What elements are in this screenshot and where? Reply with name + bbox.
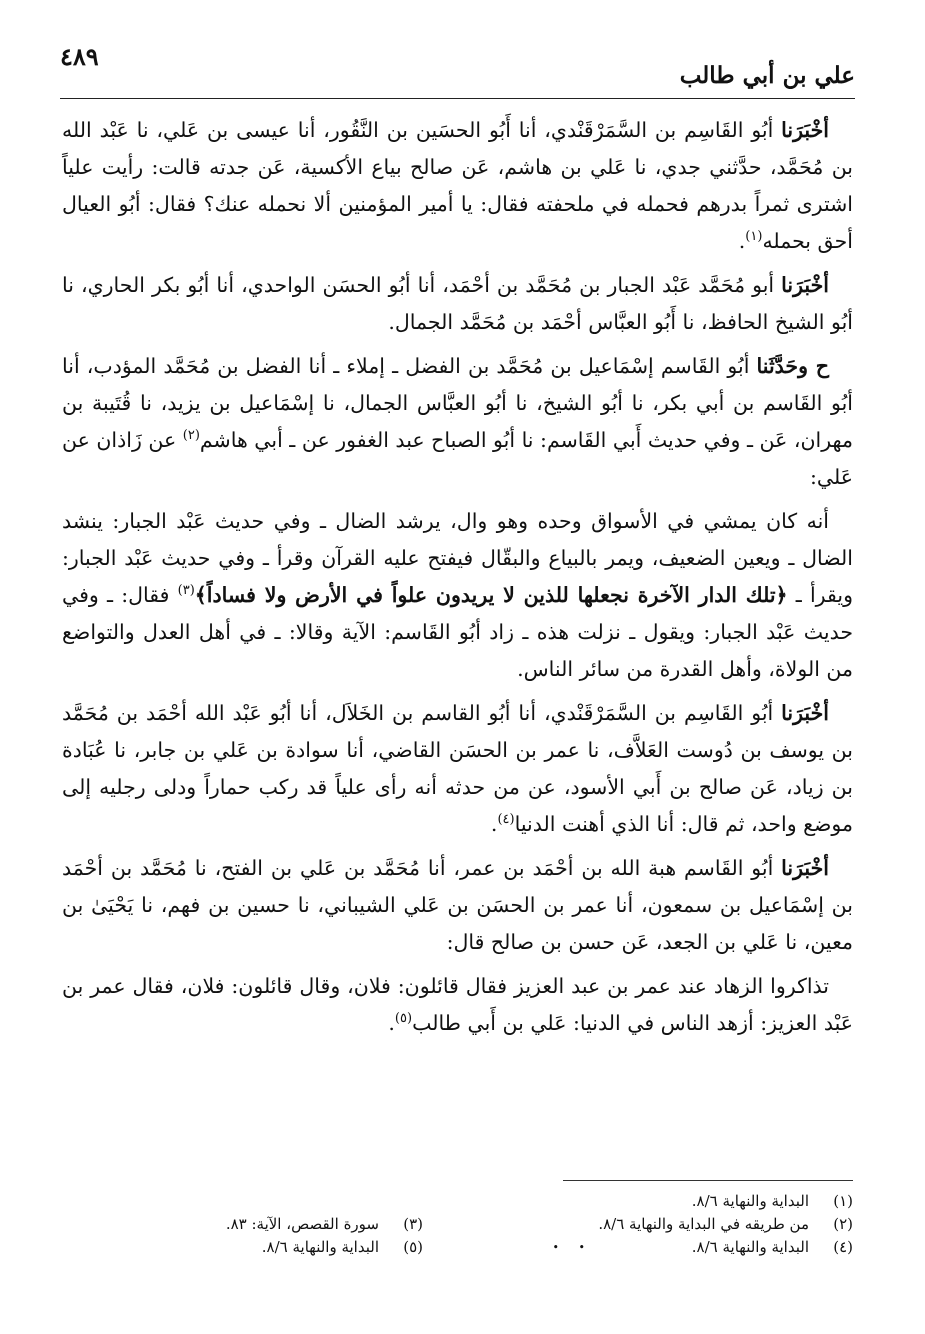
quran-verse: ﴿تلك الدار الآخرة نجعلها للذين لا يريدون علواً في الأرض ولا فساداً﴾ [194,583,788,607]
paragraph-text: أبُو القَاسِم بن السَّمَرْقَنْدي، أنا أَبُو الحسَين بن النَّقُور، أنا عيسى بن عَلي، نا عَبْد الله بن مُحَمَّد، حدَّثني جدي، نا عَلي بن هاشم، عَن صالح بياع الأكسية، عَن جدته قالت: رأيت علياً اشترى ثمراً بدرهم فحمله في ملحفته فقال: يا أمير المؤمنين ألا نحمله عنك؟ فقال: أبُو العيال أحق بحمله [62,118,853,253]
paragraph-text: تذاكروا الزهاد عند عمر بن عبد العزيز فقال قائلون: فلان، وقال قائلون: فلان، فقال عمر بن عَبْد العزيز: أزهد الناس في الدنيا: عَلي بن أَبي طالب [62,974,853,1035]
footnote-number: (٣) [403,1215,423,1233]
footnotes [62,1190,853,1280]
paragraph-text: أبُو القَاسم إسْمَاعيل بن مُحَمَّد بن الفضل ـ إملاء ـ أنا الفضل بن مُحَمَّد المؤدب، أنا أبُو القَاسم بن أبي بكر، نا أبُو الشيخ، نا أبُو العبَّاس الجمال، نا إسْمَاعيل بن يزيد، نا قُتَيبة بن مهران، عَن ـ وفي حديث أَبي القَاسم: نا أبُو الصباح عبد الغفور عن ـ أبي هاشم [62,354,853,452]
footnotes-column-right [473,1190,853,1259]
footnote-4 [473,1236,853,1259]
paragraph-2 [62,267,853,341]
footnote-mark: (٢) [182,428,200,444]
paragraph-tail: . [388,1011,395,1035]
paragraph-1 [62,112,853,260]
isnad-lead: أخْبَرَنا [781,856,829,880]
footnote-dots: • • [552,1241,593,1254]
paragraph-6 [62,850,853,961]
paragraph-tail: . [738,229,746,253]
main-text [62,112,853,1049]
paragraph-text-after: فقال: ـ وفي حديث عَبْد الجبار: ويقول ـ نزلت هذه ـ زاد أبُو القَاسم: الآية وقالا: ـ في أهل العدل والتواضع من الولاة، وأهل القدرة من سائر الناس. [62,583,853,681]
footnote-text: البداية والنهاية ٨/٦. [691,1192,809,1210]
footnote-text: البداية والنهاية ٨/٦. [691,1238,809,1256]
paragraph-7 [62,968,853,1042]
isnad-lead: أخْبَرَنا [781,701,829,725]
footnote-mark: (٣) [177,583,195,599]
page-number: ٤٨٩ [60,42,99,71]
paragraph-3 [62,348,853,496]
footnote-text: من طريقه في البداية والنهاية ٨/٦. [598,1215,809,1233]
footnote-text: سورة القصص، الآية: ٨٣. [225,1215,379,1233]
footnotes-column-left [123,1190,423,1259]
footnote-2 [473,1213,853,1236]
paragraph-tail: . [490,812,498,836]
footnote-number: (٥) [403,1238,423,1256]
footnote-number: (٢) [833,1215,853,1233]
paragraph-text: أبو مُحَمَّد عَبْد الجبار بن مُحَمَّد بن أحْمَد، أنا أبُو الحسَن الواحدي، أنا أبُو بكر الحاري، نا أبُو الشيخ الحافظ، نا أَبُو العبَّاس أحْمَد بن مُحَمَّد الجمال. [62,273,853,334]
footnote-mark: (٤) [497,812,515,828]
paragraph-text: أنه كان يمشي في الأسواق وحده وهو وال، يرشد الضال ـ وفي حديث عَبْد الجبار: ينشد الضال ـ ويعين الضعيف، ويمر بالبياع والبقّال فيفتح عليه القرآن وقرأ ـ وفي حديث عَبْد الجبار: ويقرأ ـ [62,509,853,607]
footnote-mark: (٥) [394,1011,413,1027]
footnote-text: البداية والنهاية ٨/٦. [261,1238,379,1256]
paragraph-text: أبُو القَاسِم بن السَّمَرْقَنْدي، أنا أبُو القاسم بن الخَلاَل، أنا أبُو عَبْد الله أحْمَد بن مُحَمَّد بن يوسف بن دُوست العَلاَّف، نا عمر بن الحسَن القاضي، أنا سوادة بن عَلي بن جابر، نا عُبَادة بن زياد، عَن صالح بن أَبي الأسود، عن من حدثه أنه رأى علياً قد ركب حماراً ودلى رجليه إلى موضع واحد، ثم قال: أنا الذي أهنت الدنيا [62,701,853,836]
paragraph-text: أبُو القَاسم هبة الله بن أحْمَد بن عمر، أنا مُحَمَّد بن عَلي بن الفتح، نا مُحَمَّد بن أحْمَد بن إسْمَاعيل بن سمعون، أنا عمر بن الحسَن بن عَلي الشيباني، نا حسين بن فهم، نا يَحْيَىٰ بن معين، نا عَلي بن الجعد، عَن حسن بن صالح قال: [62,856,853,954]
footnote-3 [123,1213,423,1236]
footnote-number: (٤) [833,1238,853,1256]
footnote-5 [123,1236,423,1259]
paragraph-4 [62,503,853,688]
isnad-lead: أخْبَرَنا [781,118,829,142]
isnad-lead: ح وحَدَّثَنا [756,354,829,378]
isnad-lead: أخْبَرَنا [781,273,829,297]
paragraph-tail: عن زَاذان عن عَلي: [62,428,853,489]
footnote-number: (١) [833,1192,853,1210]
running-title: علي بن أبي طالب [679,62,855,89]
paragraph-5 [62,695,853,843]
footnote-1 [473,1190,853,1213]
header-rule [60,98,855,99]
footnote-mark: (١) [745,229,763,245]
footnote-rule [563,1180,853,1181]
